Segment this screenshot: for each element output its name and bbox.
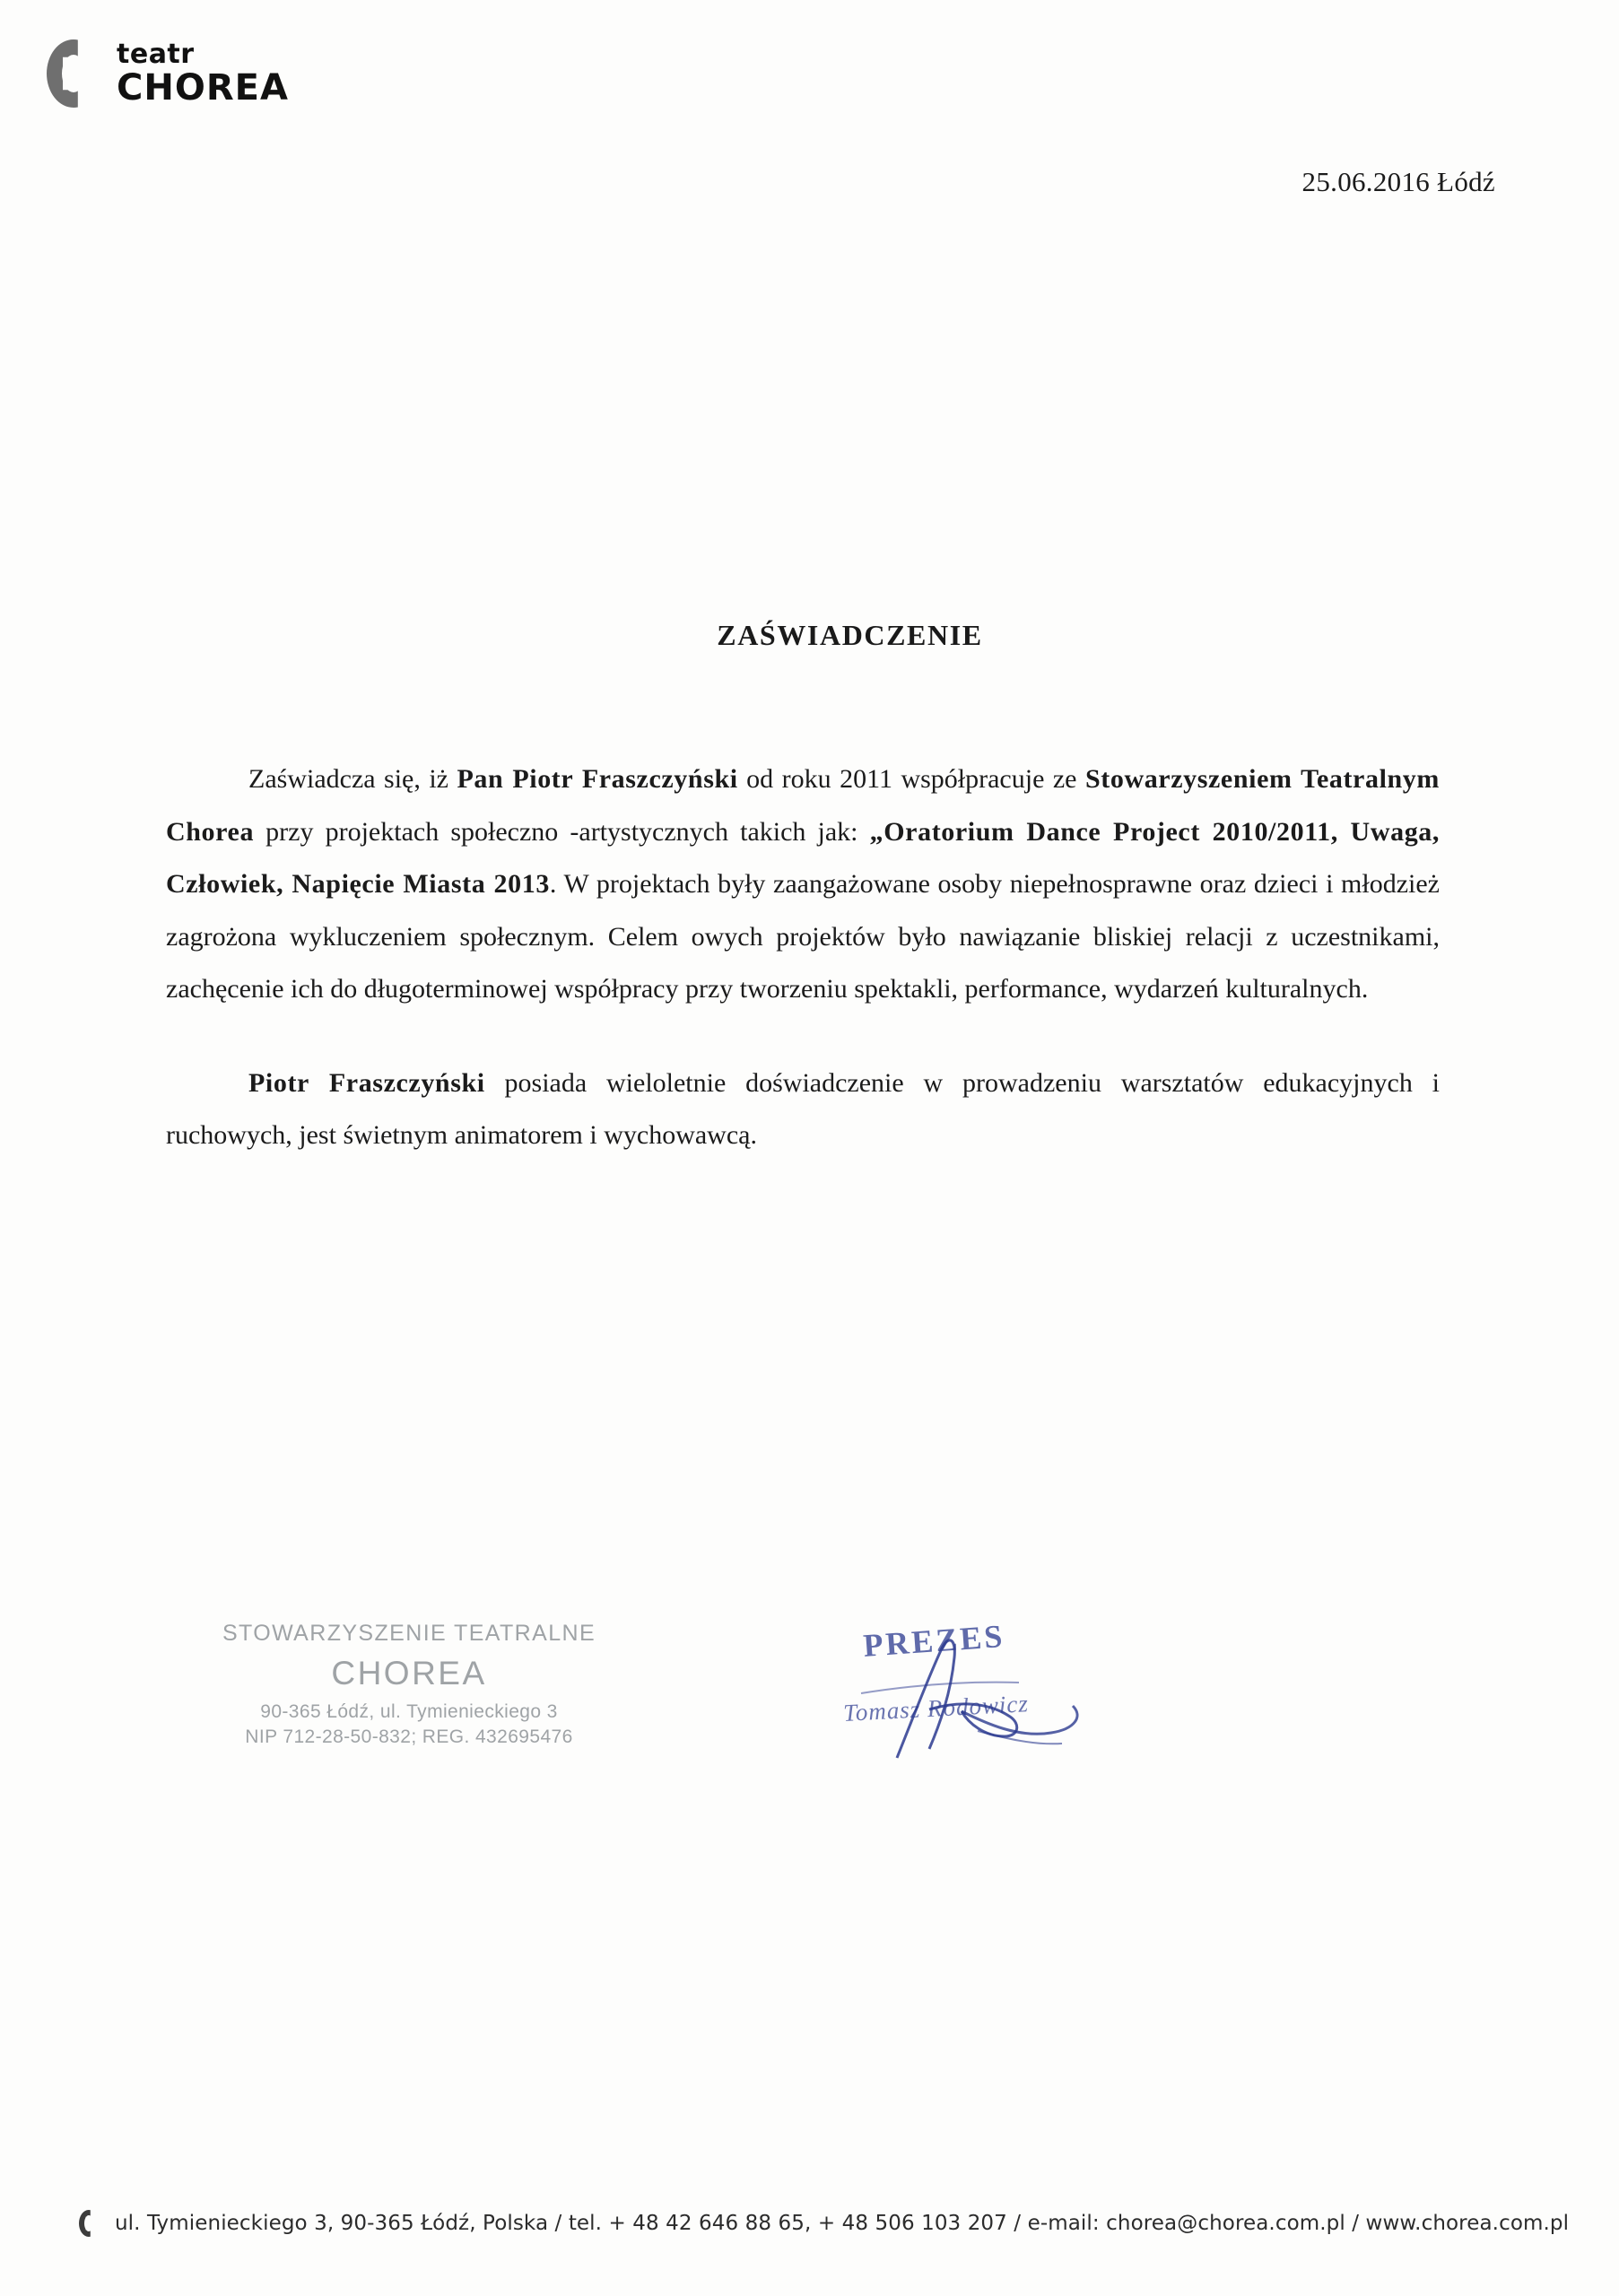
p1-bold-projects: „Oratorium Dance Project 2010/2011, Uwaga, Człowiek, Napięcie Miasta 2013 bbox=[166, 816, 1440, 899]
body-paragraph-1 bbox=[166, 753, 1440, 1016]
p1-bold-person: Pan Piotr Fraszczyński bbox=[457, 764, 738, 794]
p1-text-1: Zaświadcza się, iż bbox=[248, 764, 457, 794]
chorea-crescent-logo-icon bbox=[47, 38, 102, 109]
page-footer bbox=[0, 2210, 1619, 2237]
letterhead bbox=[47, 38, 289, 109]
date-place-line: 25.06.2016 Łódź bbox=[1301, 166, 1495, 197]
stamp-line-3: 90-365 Łódź, ul. Tymienieckiego 3 bbox=[260, 1700, 558, 1722]
signature-name: Tomasz Rodowicz bbox=[842, 1690, 1030, 1726]
p2-bold-person: Piotr Fraszczyński bbox=[248, 1067, 485, 1098]
signature-ink-icon bbox=[843, 1623, 1220, 1767]
footer-contact-text: ul. Tymienieckiego 3, 90-365 Łódź, Polska / tel. + 48 42 646 88 65, + 48 506 103 207 / e-mail: chorea@chorea.com.pl / www.chorea.com.pl bbox=[115, 2212, 1570, 2235]
stamp-line-1: STOWARZYSZENIE TEATRALNE bbox=[222, 1621, 596, 1646]
signature-title: PREZES bbox=[862, 1617, 1006, 1664]
p1-text-3: przy projektach społeczno -artystycznych takich jak: bbox=[254, 816, 870, 847]
letterhead-line-1: teatr bbox=[117, 39, 195, 70]
body-paragraph-2 bbox=[166, 1057, 1440, 1162]
letterhead-wordmark bbox=[117, 39, 289, 109]
signature-block bbox=[843, 1614, 1220, 1758]
p2-text: posiada wieloletnie doświadczenie w prowadzeniu warsztatów edukacyjnych i ruchowych, jest świetnym animatorem i wychowawcą. bbox=[166, 1067, 1440, 1150]
document-title: ZAŚWIADCZENIE bbox=[717, 619, 983, 651]
p1-text-4: . W projektach były zaangażowane osoby niepełnosprawne oraz dzieci i młodzież zagrożona wykluczeniem społecznym. Celem owych projektów było nawiązanie bliskiej relacji z uczestnikami, zachęcenie ich do długoterminowej współpracy przy tworzeniu spektakli, performance, wydarzeń kulturalnych. bbox=[166, 869, 1440, 1004]
chorea-crescent-mark-icon bbox=[79, 2210, 99, 2237]
p1-bold-organization: Stowarzyszeniem Teatralnym Chorea bbox=[166, 764, 1440, 847]
document-body bbox=[166, 753, 1440, 1204]
organization-stamp bbox=[212, 1619, 606, 1750]
stamp-line-2: CHOREA bbox=[331, 1654, 487, 1692]
p1-text-2: od roku 2011 współpracuje ze bbox=[737, 764, 1085, 794]
stamp-line-4: NIP 712-28-50-832; REG. 432695476 bbox=[245, 1726, 573, 1748]
letterhead-line-2: CHOREA bbox=[117, 67, 289, 109]
